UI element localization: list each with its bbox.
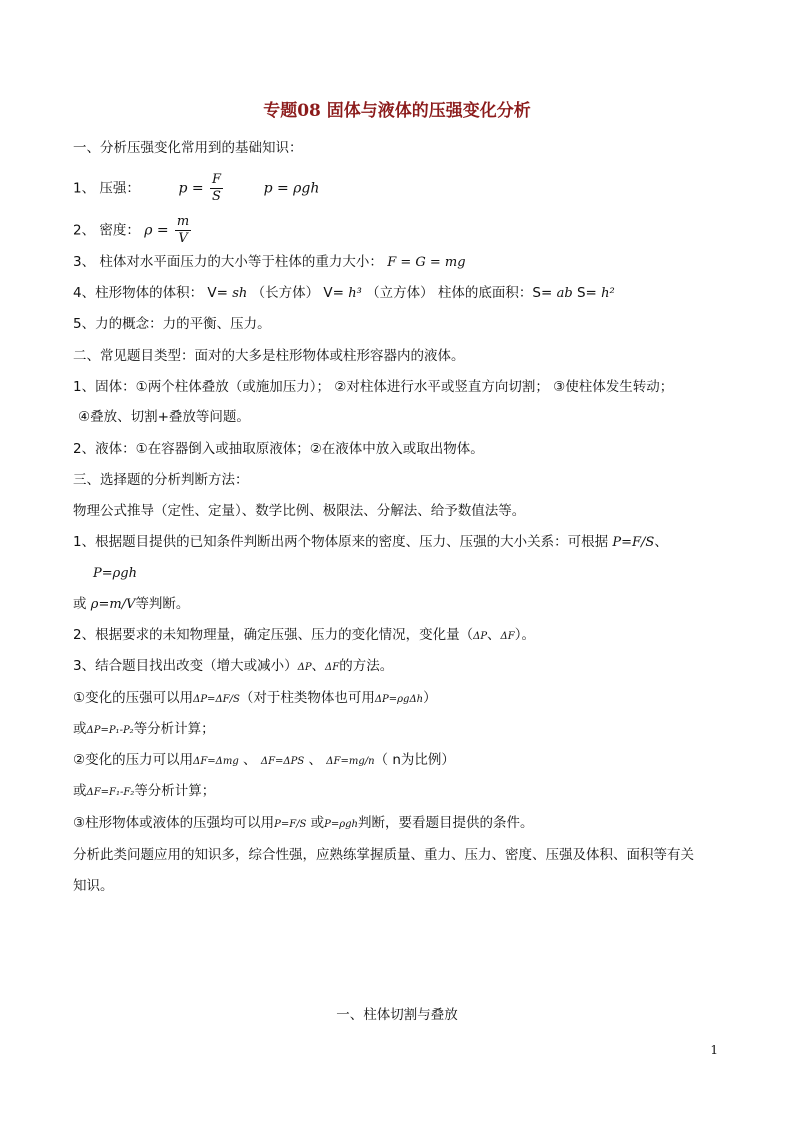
rule-3-line (73, 656, 393, 678)
density-denominator: V (175, 230, 191, 247)
pressure-change-formula-1: ΔP=ΔF/S (193, 694, 240, 705)
rule-1-text: 1、根据题目提供的已知条件判断出两个物体原来的密度、压力、压强的大小关系：可根据 (73, 534, 609, 550)
section-2-heading: 二、常见题目类型：面对的大多是柱形物体或柱形容器内的液体。 (73, 348, 465, 364)
pressure-denominator: S (210, 188, 223, 205)
force-concept-line: 5、力的概念：力的平衡、压力。 (73, 316, 271, 332)
volume-text-1: 4、柱形物体的体积： V= (73, 285, 228, 301)
density-fraction (175, 214, 191, 247)
volume-line (73, 283, 615, 304)
force-change-text: ②变化的压力可以用 (73, 752, 194, 768)
rule-1-continuation (93, 563, 137, 584)
density-rho: ρ = (144, 222, 169, 239)
column-pressure-end: 判断，要看题目提供的条件。 (358, 815, 534, 831)
force-change-sep-1: 、 (238, 752, 261, 768)
rule-1-end: 等判断。 (135, 596, 190, 612)
density-formula-line (73, 214, 193, 247)
volume-formula-cube: h³ (348, 286, 362, 301)
rule-1-density-line (73, 594, 189, 615)
volume-text-2: （长方体） V= (251, 285, 344, 301)
density-label: 2、 密度： (73, 222, 140, 239)
pressure-change-text: ①变化的压强可以用 (73, 690, 194, 706)
section-3-heading: 三、选择题的分析判断方法： (73, 472, 249, 488)
force-text: 3、 柱体对水平面压力的大小等于柱体的重力大小： (73, 254, 383, 270)
force-change-formula-3: ΔF=mg/n (326, 756, 375, 767)
liquid-types-line: 2、液体：①在容器倒入或抽取原液体；②在液体中放入或取出物体。 (73, 441, 484, 457)
pressure-change-end: ） (423, 690, 437, 706)
pressure-diff-formula: ΔP=P₁-P₂ (86, 725, 134, 736)
force-change-formula-2: ΔF=ΔPS (260, 756, 305, 767)
rule-3-sep: 、 (311, 658, 326, 674)
column-pressure-or: 或 (306, 815, 325, 831)
column-pressure-formula-1: P=F/S (274, 819, 307, 830)
pressure-change-line (73, 688, 437, 710)
pressure-diff-or: 或 (73, 721, 87, 737)
rule-1-formula-2: P=ρgh (93, 566, 137, 581)
rule-2-end: ）。 (514, 627, 535, 643)
rule-2-line (73, 625, 535, 647)
rule-3-end: 的方法。 (339, 658, 394, 674)
document-title: 专题08 固体与液体的压强变化分析 (263, 101, 531, 121)
pressure-fraction (210, 172, 223, 205)
force-line (73, 252, 466, 273)
page-number: 1 (710, 1043, 718, 1057)
force-diff-line (73, 781, 215, 803)
volume-formula-cuboid: sh (232, 286, 248, 301)
force-change-formula-1: ΔF=Δmg (193, 756, 239, 767)
rule-1-or: 或 (73, 596, 87, 612)
liquid-pressure-formula: p = ρgh (263, 180, 320, 197)
column-pressure-text: ③柱形物体或液体的压强均可以用 (73, 815, 275, 831)
summary-line-2: 知识。 (73, 878, 114, 894)
column-pressure-line (73, 813, 534, 835)
section-1-heading: 一、分析压强变化常用到的基础知识： (73, 140, 303, 156)
summary-line-1: 分析此类问题应用的知识多，综合性强，应熟练掌握质量、重力、压力、密度、压强及体积、面积等有关 (73, 847, 694, 863)
force-formula: F = G = mg (387, 255, 466, 270)
density-numerator: m (176, 214, 190, 229)
pressure-formula-line (73, 172, 319, 205)
force-change-line (73, 750, 455, 772)
section-title: 一、柱体切割与叠放 (336, 1007, 458, 1023)
force-change-sep-2: 、 (304, 752, 327, 768)
methods-line: 物理公式推导（定性、定量）、数学比例、极限法、分解法、给予数值法等。 (73, 503, 526, 519)
column-pressure-formula-2: P=ρgh (324, 819, 358, 830)
rule-2-sep: 、 (487, 627, 501, 643)
pressure-numerator: F (211, 172, 221, 187)
rule-1-sep: 、 (654, 534, 668, 550)
rule-2-delta-f: ΔF (500, 631, 515, 642)
pressure-label: 1、 压强： (73, 180, 140, 197)
volume-text-4: S= (576, 285, 597, 301)
area-formula-ab: ab (556, 286, 573, 301)
pressure-change-mid: （对于柱类物体也可用 (239, 690, 375, 706)
rule-3-delta-f: ΔF (325, 662, 340, 673)
rule-1-line (73, 532, 668, 553)
rule-3-delta-p: ΔP (297, 662, 312, 673)
force-diff-or: 或 (73, 783, 87, 799)
pressure-change-formula-2: ΔP=ρgΔh (374, 694, 424, 705)
area-formula-h2: h² (601, 286, 615, 301)
force-diff-formula: ΔF=F₁-F₂ (86, 787, 135, 798)
rule-3-text: 3、结合题目找出改变（增大或减小） (73, 658, 298, 674)
rule-2-delta-p: ΔP (473, 631, 488, 642)
volume-text-3: （立方体） 柱体的底面积：S= (366, 285, 553, 301)
force-diff-end: 等分析计算； (134, 783, 216, 799)
rule-2-text: 2、根据要求的未知物理量，确定压强、压力的变化情况，变化量（ (73, 627, 474, 643)
solid-types-line-2: ④叠放、切割+叠放等问题。 (78, 409, 250, 425)
rule-1-formula-3: ρ=m/V (90, 597, 136, 612)
force-change-end: （ n为比例） (374, 752, 455, 768)
pressure-diff-line (73, 719, 215, 741)
pressure-p: p = (178, 180, 204, 197)
rule-1-formula-1: P=F/S (612, 535, 655, 550)
pressure-diff-end: 等分析计算； (133, 721, 215, 737)
solid-types-line: 1、固体：①两个柱体叠放（或施加压力）； ②对柱体进行水平或竖直方向切割； ③使柱体发生转动； (73, 379, 674, 395)
